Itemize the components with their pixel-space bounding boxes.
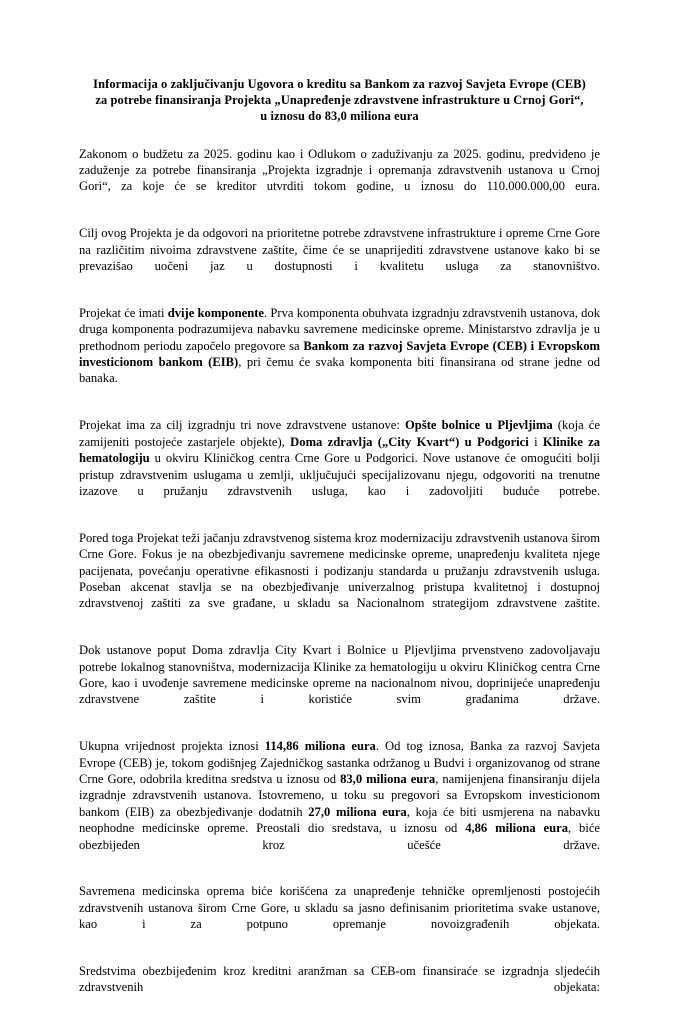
paragraph-modernization: Pored toga Projekat teži jačanju zdravstvenog sistema kroz modernizaciju zdravstvenih ustanova širom Crne Gore. Fokus je na obezbjeđivanju savremene medicinske opreme, unapređenju kvaliteta njege pacijenata, povećanju operativne efikasnosti i podizanju standarda u pružanju zdravstvenih usluga. Poseban akcenat stavlja se na obezbjeđivanje univerzalnog pristupa kvalitetnoj i dostupnoj zdravstvenoj zaštiti za sve građane, u skladu sa Nacionalnom strategijom zdravstvene zaštite. [79,530,600,611]
page-title-line-3: u iznosu do 83,0 miliona eura [260,109,419,124]
paragraph-two-components [79,305,600,403]
text-segment: , biće obezbijeđen kroz učešće države. [79,821,600,852]
emphasis-pljevlja-hospital: Opšte bolnice u Pljevljima [405,418,553,433]
text-segment: Projekat ima za cilj izgradnju tri nove zdravstvene ustanove: [79,418,406,433]
paragraph-financing-breakdown [79,738,600,869]
paragraph-project-goal: Cilj ovog Projekta je da odgovori na prioritetne potrebe zdravstvene infrastrukture i opreme Crne Gore na različitim nivoima zdravstvene zaštite, čime će se unaprijediti zdravstvene ustanove kako bi se prevazišao uočeni jaz u dostupnosti i kvalitetu usluga za stanovništvo. [79,226,600,274]
text-segment: . Prva komponenta obuhvata izgradnju zdravstvenih ustanova, dok druga komponenta podrazumijeva nabavku savremene medicinske opreme. Ministarstvo zdravlja je u prethodnom periodu započelo pregovore sa [79,305,600,353]
text-segment: . Od tog iznosa, Banka za razvoj Savjeta Evrope (CEB) je, tokom godišnjeg Zajedničkog sastanka održanog u Budvi i organizovanog od strane Crne Gore, odobrila kreditna sredstva u iznosu od [79,739,600,787]
paragraph-three-facilities [79,417,600,515]
emphasis-total-value: 114,86 miliona eura [264,739,376,754]
text-segment: Projekat će imati [79,305,168,320]
paragraph-equipment-use: Savremena medicinska oprema biće korišćena za unapređenje tehničke opremljenosti postojećih zdravstvenih ustanova širom Crne Gore, u skladu sa jasno definisanim prioritetima svake ustanove, kao i za potpuno opremanje novoizgrađenih objekata. [79,884,600,932]
emphasis-state-amount: 4,86 miliona eura [465,821,569,836]
page-title [79,76,600,125]
text-segment: , namijenjena finansiranju dijela izgradnje zdravstvenih ustanova. Istovremeno, u toku su pregovori sa Evropskom investicionom bankom (EIB) za obezbjeđivanje dodatnih [79,772,601,819]
text-segment: u okviru Kliničkog centra Crne Gore u Podgorici. Nove ustanove će omogućiti bolji pristup zdravstvenim uslugama u zemlji, uključujući specijalizovanu njegu, odgovoriti na trenutne izazove u pružanju zdravstvenih usluga, kao i zadovoljiti buduće potrebe. [79,451,600,498]
paragraph-local-national-benefit: Dok ustanove poput Doma zdravlja City Kvart i Bolnice u Pljevljima prvenstveno zadovoljavaju potrebe lokalnog stanovništva, modernizacija Klinike za hematologiju u okviru Kliničkog centra Crne Gore, kao i uvođenje savremene medicinske opreme na nacionalnom nivou, doprinijeće unapređenju zdravstvene zaštite i koristiće svim građanima države. [79,643,600,707]
paragraph-budget-law: Zakonom o budžetu za 2025. godinu kao i Odlukom o zaduživanju za 2025. godinu, predviđeno je zaduženje za potrebe finansiranja „Projekta izgradnje i opremanja zdravstvenih ustanova u Crnoj Gori“, za koje će se kreditor utvrditi tokom godine, u iznosu do 110.000.000,00 eura. [79,146,600,194]
text-segment: (koja će zamijeniti postojeće zastarjele objekte), [79,418,600,449]
text-segment: i [528,434,543,449]
emphasis-eib-amount: 27,0 miliona eura [308,804,407,819]
text-segment: , koja će biti usmjerena na nabavku neophodne medicinske opreme. Preostali dio sredstava, u iznosu od [79,804,601,836]
emphasis-hematology-clinic: Klinike za hematologiju [79,434,601,466]
emphasis-banks: Bankom za razvoj Savjeta Evrope (CEB) i Evropskom investicionom bankom (EIB) [79,338,600,370]
emphasis-two-components: dvije komponente [167,305,265,320]
page-title-line-1: Informacija o zaključivanju Ugovora o kreditu sa Bankom za razvoj Savjeta Evrope (CEB) [93,77,586,91]
paragraph-ceb-funded-objects-intro: Sredstvima obezbijeđenim kroz kreditni aranžman sa CEB-om finansiraće se izgradnja sljedećih zdravstvenih objekata: [79,964,600,995]
emphasis-ceb-amount: 83,0 miliona eura [340,772,436,787]
text-segment: Ukupna vrijednost projekta iznosi [79,739,265,754]
page-title-line-2: za potrebe finansiranja Projekta „Unapređenje zdravstvene infrastrukture u Crnoj Gori“, [95,93,584,108]
emphasis-city-kvart: Doma zdravlja („City Kvart“) u Podgorici [290,434,529,449]
text-segment: , pri čemu će svaka komponenta biti finansirana od strane jedne od banaka. [79,355,600,386]
